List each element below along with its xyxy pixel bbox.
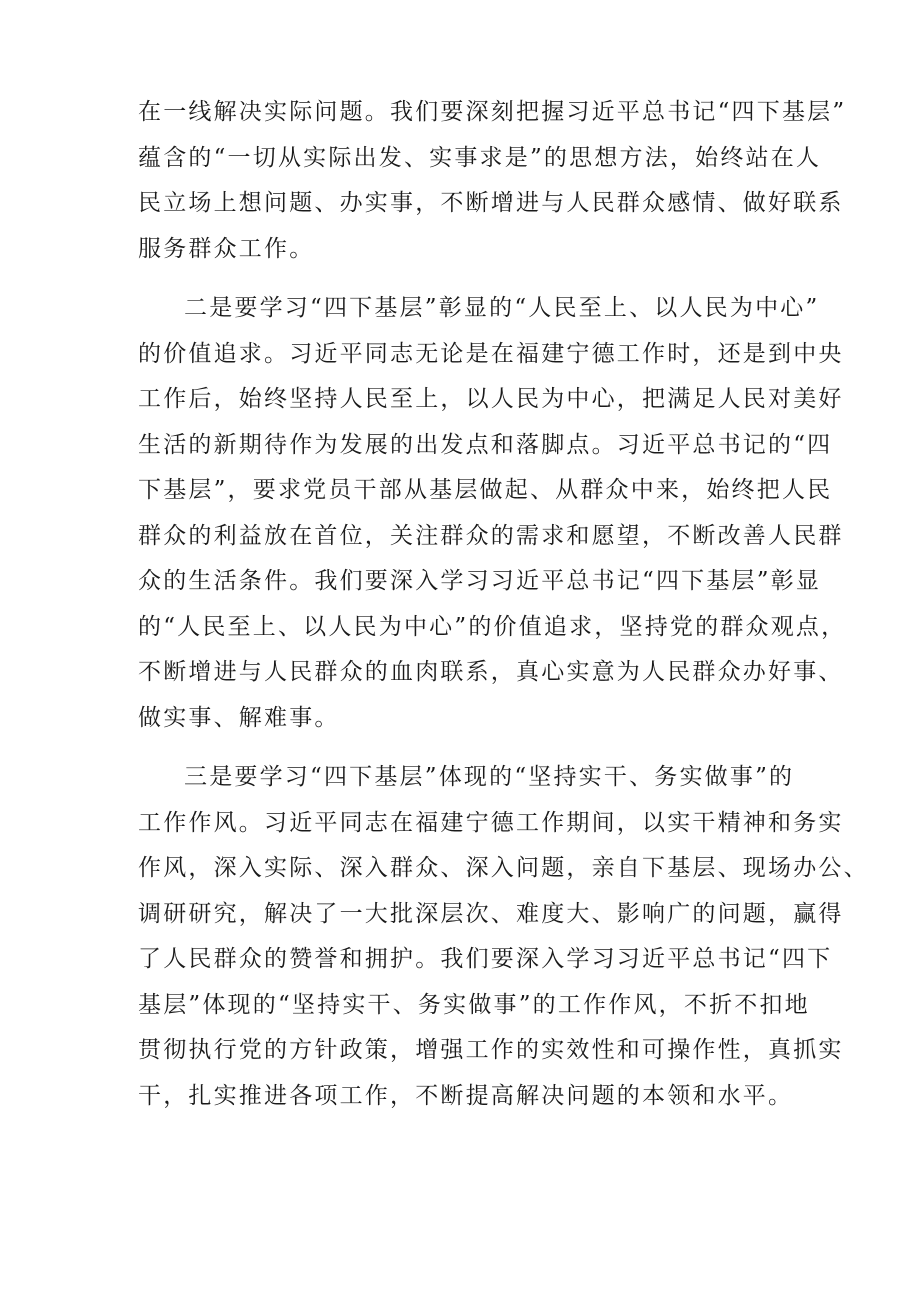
paragraph-2	[138, 286, 847, 741]
paragraph-3	[138, 755, 869, 1119]
paragraph-line: 的“人民至上、以人民为中心”的价值追求，坚持党的群众观点，	[138, 613, 847, 640]
paragraph-line: 工作作风。习近平同志在福建宁德工作期间，以实干精神和务实	[138, 809, 844, 836]
paragraph-line: 生活的新期待作为发展的出发点和落脚点。习近平总书记的“四	[138, 431, 833, 458]
paragraph-line: 了人民群众的赞誉和拥护。我们要深入学习习近平总书记“四下	[138, 946, 833, 972]
paragraph-line: 工作后，始终坚持人民至上，以人民为中心，把满足人民对美好	[138, 386, 844, 412]
paragraph-1	[138, 90, 847, 272]
paragraph-line: 贯彻执行党的方针政策，增强工作的实效性和可操作性，真抓实	[138, 1037, 844, 1063]
paragraph-line: 群众的利益放在首位，关注群众的需求和愿望，不断改善人民群	[138, 522, 844, 549]
paragraph-line: 众的生活条件。我们要深入学习习近平总书记“四下基层”彰显	[138, 568, 822, 594]
paragraph-line: 作风，深入实际、深入群众、深入问题，亲自下基层、现场办公、	[138, 855, 869, 881]
paragraph-line: 二是要学习“四下基层”彰显的“人民至上、以人民为中心”	[184, 295, 820, 321]
paragraph-line: 三是要学习“四下基层”体现的“坚持实干、务实做事”的	[184, 764, 795, 790]
paragraph-line: 的价值追求。习近平同志无论是在福建宁德工作时，还是到中央	[138, 340, 844, 367]
paragraph-line: 在一线解决实际问题。我们要深刻把握习近平总书记“四下基层”	[138, 99, 847, 125]
paragraph-line: 做实事、解难事。	[138, 704, 340, 731]
paragraph-line: 不断增进与人民群众的血肉联系，真心实意为人民群众办好事、	[138, 659, 844, 685]
paragraph-line: 调研研究，解决了一大批深层次、难度大、影响广的问题，赢得	[138, 900, 844, 927]
paragraph-line: 民立场上想问题、办实事，不断增进与人民群众感情、做好联系	[138, 190, 844, 216]
paragraph-line: 干，扎实推进各项工作，不断提高解决问题的本领和水平。	[138, 1082, 794, 1109]
paragraph-line: 基层”体现的“坚持实干、务实做事”的工作作风，不折不扣地	[138, 991, 810, 1018]
paragraph-line: 下基层”，要求党员干部从基层做起、从群众中来，始终把人民	[138, 477, 833, 503]
paragraph-line: 服务群众工作。	[138, 235, 315, 262]
document-page	[138, 90, 869, 1119]
paragraph-line: 蕴含的“一切从实际出发、实事求是”的思想方法，始终站在人	[138, 144, 822, 171]
